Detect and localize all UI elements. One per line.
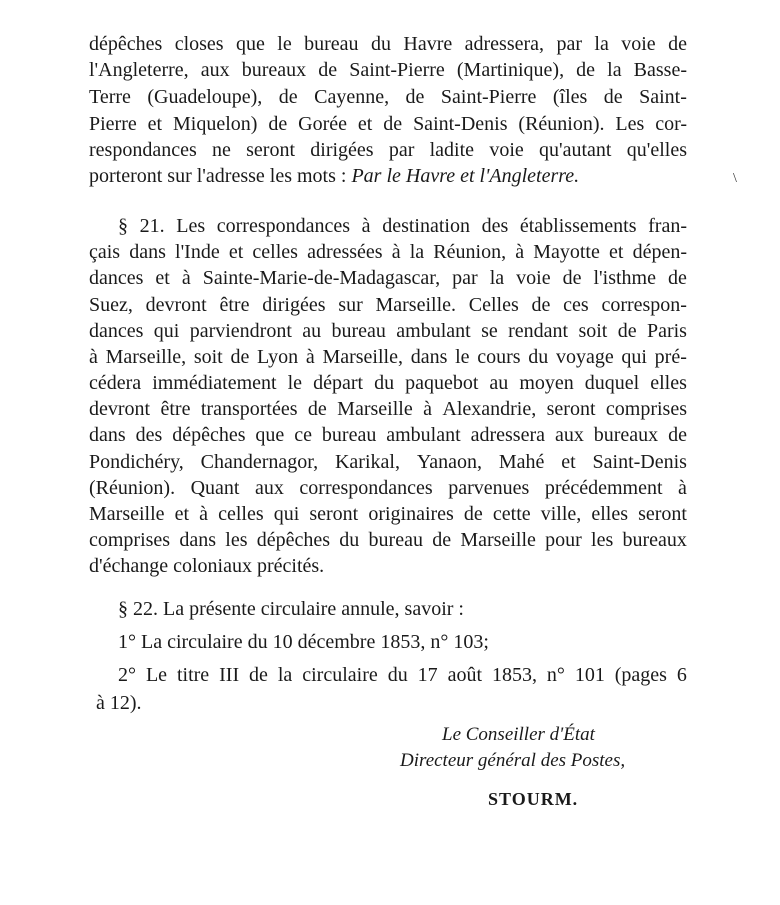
text-line — [89, 475, 687, 501]
word: dépêches — [89, 33, 163, 55]
text-line — [89, 527, 687, 553]
word: ambulant — [396, 320, 471, 342]
word: Karikal, — [334, 451, 400, 473]
word: dances — [89, 320, 144, 342]
word: au — [489, 372, 509, 394]
word: 2° — [118, 664, 136, 686]
word: Saint- — [639, 86, 687, 108]
word: départ — [313, 372, 364, 394]
word: bureaux — [622, 529, 687, 551]
margin-mark: \ — [733, 171, 737, 186]
word: de — [432, 529, 452, 551]
word: cédera — [89, 372, 142, 394]
text-line — [89, 111, 687, 137]
word: immédiatement — [152, 372, 277, 394]
word: Saint-Denis — [413, 113, 508, 135]
word: de — [249, 664, 268, 686]
word: dirigées — [310, 139, 374, 161]
word: bureaux — [593, 424, 659, 446]
text-line — [89, 501, 687, 527]
text-line — [89, 239, 687, 265]
text-line — [89, 344, 687, 370]
word: être — [160, 398, 191, 420]
signature-office: Directeur général des Postes, — [400, 750, 626, 771]
word: aux — [200, 59, 230, 81]
word: parviendront — [189, 320, 292, 342]
word: parvenues — [448, 477, 530, 499]
word: Basse- — [633, 59, 687, 81]
section-22-intro: § 22. La présente circulaire annule, savoir : — [118, 598, 464, 620]
word: adressera — [470, 424, 546, 446]
word: de — [230, 346, 250, 368]
word: adressera, — [464, 33, 545, 55]
word: ne — [211, 139, 231, 161]
word: seront — [309, 503, 359, 525]
word: correspondances — [299, 477, 433, 499]
word: par — [556, 33, 582, 55]
word: Marseille, — [322, 346, 403, 368]
word: cours — [477, 346, 521, 368]
word: (Martinique), — [456, 59, 565, 81]
word: à — [199, 503, 209, 525]
word: moyen — [519, 372, 574, 394]
word: n° — [546, 664, 565, 686]
text-line — [89, 137, 687, 163]
word: 6 — [676, 664, 687, 686]
word: Marseille, — [105, 346, 187, 368]
word: Gorée — [298, 113, 348, 135]
word: que — [236, 33, 265, 55]
word: § — [118, 215, 128, 237]
word: établissements — [519, 215, 637, 237]
word: correspondances — [216, 215, 351, 237]
text-line — [89, 292, 687, 318]
word: de — [617, 320, 637, 342]
word: (îles — [552, 86, 588, 108]
word: Alexandrie, — [442, 398, 537, 420]
word: ces — [563, 294, 589, 316]
word: 21. — [139, 215, 165, 237]
word: ambulant — [386, 424, 461, 446]
word: Les — [615, 113, 645, 135]
word: au — [302, 320, 322, 342]
word: respondances — [89, 139, 197, 161]
word: à — [89, 346, 98, 368]
word: Saint-Pierre — [349, 59, 445, 81]
word: Havre — [403, 33, 453, 55]
word: Saint-Pierre — [440, 86, 537, 108]
word: à — [515, 241, 525, 263]
word: Quant — [190, 477, 240, 499]
word: à — [305, 346, 315, 368]
word: devront — [89, 398, 151, 420]
text-line — [89, 163, 579, 189]
text-line — [89, 396, 687, 422]
word: la — [489, 267, 505, 289]
word: qui — [273, 503, 300, 525]
word: et — [357, 113, 373, 135]
word: bureau — [321, 424, 377, 446]
word: dans — [179, 529, 217, 551]
text-line — [89, 265, 687, 291]
word: de — [463, 503, 483, 525]
word: de — [562, 267, 582, 289]
word: Paris — [646, 320, 687, 342]
word: dépêches — [172, 424, 246, 446]
word: du — [387, 664, 408, 686]
word: aux — [255, 477, 284, 499]
word: Chandernagor, — [200, 451, 319, 473]
word: adressées — [307, 241, 383, 263]
word: et — [228, 241, 244, 263]
word: l'Inde — [175, 241, 220, 263]
word: Sainte-Marie-de-Madagascar, — [202, 267, 441, 289]
word: et — [147, 113, 163, 135]
word: 1853, — [491, 664, 537, 686]
word: de — [307, 398, 327, 420]
word: la — [607, 59, 622, 81]
word: dances — [89, 267, 144, 289]
word: cette — [492, 503, 531, 525]
word: ville, — [540, 503, 582, 525]
word: elles — [591, 503, 628, 525]
word: Yanaon, — [416, 451, 483, 473]
word: Lyon — [257, 346, 299, 368]
list-item-1: 1° La circulaire du 10 décembre 1853, n° 103; — [118, 631, 489, 653]
word: le — [455, 346, 470, 368]
word: circulaire — [302, 664, 378, 686]
word: dans — [129, 241, 166, 263]
word: devront — [145, 294, 207, 316]
word: que — [255, 424, 285, 446]
word: dans — [410, 346, 448, 368]
word: les — [591, 529, 614, 551]
text-line — [89, 370, 687, 396]
word: Marseille — [337, 398, 413, 420]
word: closes — [174, 33, 224, 55]
word: le — [287, 372, 303, 394]
word: Marseille — [460, 529, 536, 551]
word: (Guadeloupe), — [147, 86, 263, 108]
section-21-first-line — [118, 213, 687, 239]
word: par — [452, 267, 478, 289]
word: du — [370, 33, 391, 55]
word: la — [409, 241, 425, 263]
word: Cayenne, — [314, 86, 390, 108]
word: Le — [145, 664, 168, 686]
word: août — [447, 664, 482, 686]
word: qu'elles — [626, 139, 687, 161]
word: pré- — [654, 346, 687, 368]
word: celles — [252, 241, 298, 263]
word: paquebot — [405, 372, 479, 394]
word: de — [603, 86, 623, 108]
word: Marseille. — [375, 294, 457, 316]
word: sur — [338, 294, 363, 316]
word: bureau — [368, 529, 423, 551]
word: de — [405, 86, 425, 108]
word: et — [155, 267, 170, 289]
word: se — [481, 320, 498, 342]
word: aux — [554, 424, 584, 446]
signatory-name: STOURM. — [488, 789, 579, 809]
word: voie — [621, 33, 656, 55]
word: elles — [650, 372, 687, 394]
word: précédemment — [544, 477, 663, 499]
word: dans — [89, 424, 126, 446]
word: et — [561, 451, 576, 473]
word: par — [388, 139, 415, 161]
word: de — [576, 59, 596, 81]
text-line — [89, 449, 687, 475]
text-line — [89, 84, 687, 110]
word: seront — [638, 503, 687, 525]
word: titre — [176, 664, 210, 686]
word: de — [383, 113, 403, 135]
word: et — [174, 503, 190, 525]
word: Pondichéry, — [89, 451, 184, 473]
text-line — [89, 57, 687, 83]
word: et — [609, 241, 624, 263]
word: bureau — [331, 320, 386, 342]
word: celles — [218, 503, 264, 525]
word: Mayotte — [533, 241, 600, 263]
word: ladite — [429, 139, 475, 161]
word: à — [678, 477, 687, 499]
list-item-2 — [118, 662, 687, 688]
word: du — [339, 529, 360, 551]
word: qui — [153, 320, 180, 342]
word: dirigées — [262, 294, 326, 316]
word: correspon- — [601, 294, 687, 316]
word: de — [268, 113, 288, 135]
word: 17 — [417, 664, 438, 686]
word: du — [374, 372, 395, 394]
word: Mahé — [498, 451, 545, 473]
text-segment: porteront sur l'adresse les mots : — [89, 165, 347, 187]
word: (pages — [614, 664, 667, 686]
word: l'isthme — [593, 267, 656, 289]
word: III — [219, 664, 240, 686]
word: pour — [545, 529, 582, 551]
word: Miquelon) — [173, 113, 258, 135]
word: 101 — [574, 664, 605, 686]
word: Suez, — [89, 294, 133, 316]
word: Les — [176, 215, 206, 237]
word: comprises — [89, 529, 171, 551]
word: de — [318, 59, 338, 81]
word: la — [277, 664, 293, 686]
word: rendant — [508, 320, 569, 342]
word: les — [225, 529, 248, 551]
word: qu'autant — [539, 139, 612, 161]
word: de — [668, 424, 687, 446]
list-item-2-continuation: à 12). — [96, 692, 142, 714]
word: voyage — [555, 346, 614, 368]
word: du — [528, 346, 549, 368]
word: Marseille — [89, 503, 165, 525]
word: duquel — [584, 372, 640, 394]
word: de — [667, 267, 687, 289]
word: Terre — [89, 86, 131, 108]
word: (Réunion). — [518, 113, 605, 135]
word: originaires — [368, 503, 454, 525]
word: bureau — [304, 33, 359, 55]
word: des — [135, 424, 163, 446]
word: fran- — [648, 215, 687, 237]
word: à — [423, 398, 432, 420]
word: l'Angleterre, — [89, 59, 189, 81]
word: transportées — [200, 398, 298, 420]
word: seront — [246, 139, 296, 161]
word: (Réunion). — [89, 477, 176, 499]
word: Pierre — [89, 113, 137, 135]
word: soit — [193, 346, 223, 368]
word: bureaux — [241, 59, 307, 81]
word: Celles — [468, 294, 519, 316]
word: la — [594, 33, 609, 55]
word: çais — [89, 241, 121, 263]
word: ce — [294, 424, 312, 446]
word: de — [278, 86, 298, 108]
word: soit — [578, 320, 608, 342]
word: de — [668, 33, 687, 55]
text-line — [89, 318, 687, 344]
text-line: d'échange coloniaux précités. — [89, 555, 325, 577]
word: à — [391, 241, 401, 263]
word: dépêches — [256, 529, 331, 551]
word: des — [481, 215, 509, 237]
word: seront — [546, 398, 596, 420]
word: Saint-Denis — [592, 451, 687, 473]
signature-title: Le Conseiller d'État — [442, 724, 595, 745]
word: voie — [489, 139, 524, 161]
word: de — [531, 294, 551, 316]
word: comprises — [605, 398, 687, 420]
word: être — [219, 294, 250, 316]
word: cor- — [655, 113, 687, 135]
word: destination — [382, 215, 470, 237]
word: qui — [621, 346, 647, 368]
word: à — [361, 215, 371, 237]
word: voie — [516, 267, 551, 289]
word: Réunion, — [433, 241, 507, 263]
word: le — [277, 33, 292, 55]
text-line — [89, 31, 687, 57]
word: à — [181, 267, 191, 289]
italic-phrase: Par le Havre et l'Angleterre. — [351, 165, 580, 187]
word: dépen- — [632, 241, 687, 263]
text-line — [89, 422, 687, 448]
